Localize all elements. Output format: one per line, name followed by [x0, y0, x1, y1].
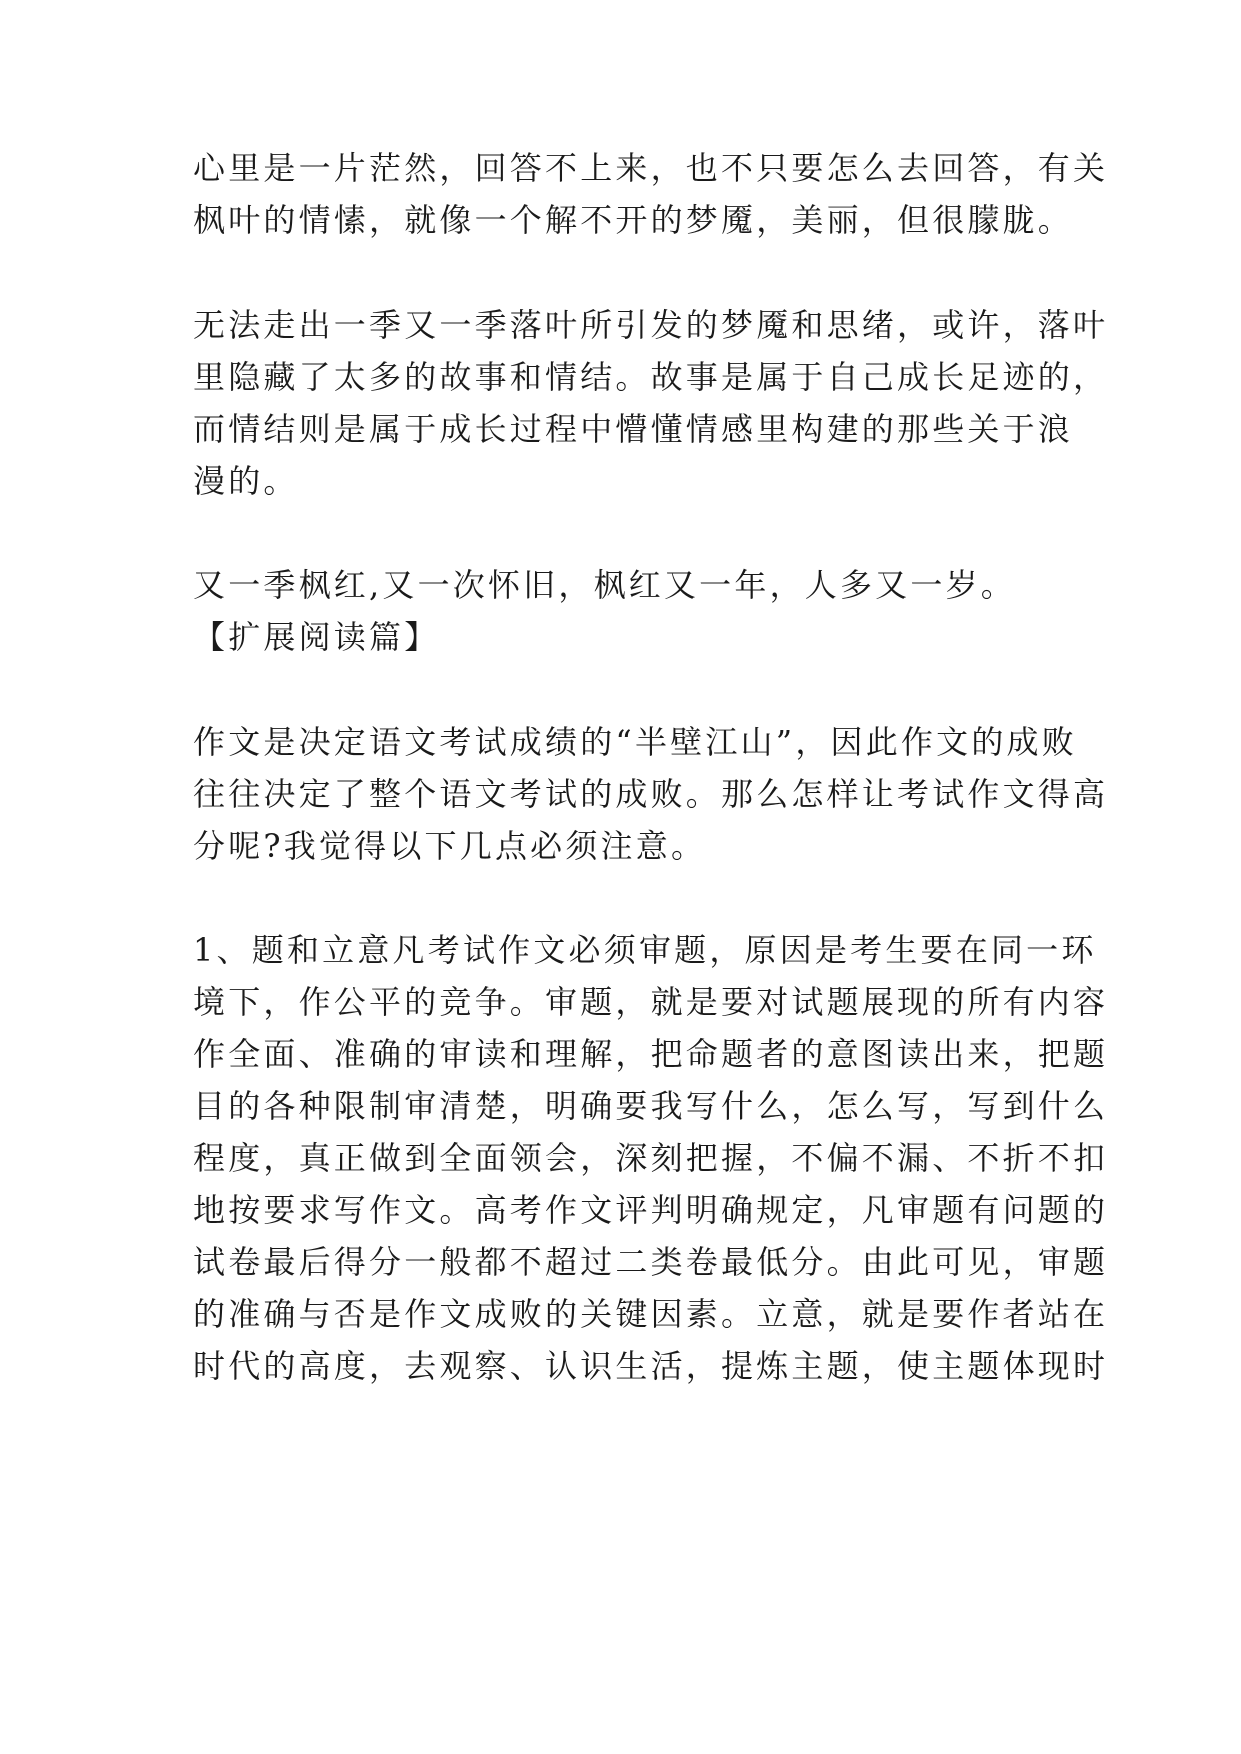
text-line: 作文是决定语文考试成绩的“半壁江山”，因此作文的成败 [193, 723, 1077, 761]
text-line: 的准确与否是作文成败的关键因素。立意，就是要作者站在 [193, 1295, 1109, 1333]
text-line: 里隐藏了太多的故事和情结。故事是属于自己成长足迹的， [193, 358, 1109, 396]
section-heading: 【扩展阅读篇】 [193, 618, 440, 656]
text-line: 试卷最后得分一般都不超过二类卷最低分。由此可见，审题 [193, 1243, 1109, 1281]
text-line: 漫的。 [193, 462, 299, 500]
text-line: 往往决定了整个语文考试的成败。那么怎样让考试作文得高 [193, 775, 1109, 813]
text-line: 作全面、准确的审读和理解，把命题者的意图读出来，把题 [193, 1035, 1109, 1073]
text-line: 1、题和立意凡考试作文必须审题，原因是考生要在同一环 [193, 931, 1097, 969]
text-line: 无法走出一季又一季落叶所引发的梦魇和思绪，或许，落叶 [193, 306, 1109, 344]
text-line: 心里是一片茫然，回答不上来，也不只要怎么去回答，有关 [193, 149, 1109, 187]
text-line: 目的各种限制审清楚，明确要我写什么，怎么写，写到什么 [193, 1087, 1109, 1125]
text-line: 又一季枫红,又一次怀旧，枫红又一年，人多又一岁。 [193, 566, 1016, 604]
text-line: 境下，作公平的竞争。审题，就是要对试题展现的所有内容 [193, 983, 1109, 1021]
text-line: 而情结则是属于成长过程中懵懂情感里构建的那些关于浪 [193, 410, 1074, 448]
text-line: 枫叶的情愫，就像一个解不开的梦魇，美丽，但很朦胧。 [193, 201, 1074, 239]
text-line: 分呢?我觉得以下几点必须注意。 [193, 827, 707, 865]
text-line: 程度，真正做到全面领会，深刻把握，不偏不漏、不折不扣 [193, 1139, 1109, 1177]
text-line: 地按要求写作文。高考作文评判明确规定，凡审题有问题的 [193, 1191, 1109, 1229]
text-line: 时代的高度，去观察、认识生活，提炼主题，使主题体现时 [193, 1347, 1109, 1385]
